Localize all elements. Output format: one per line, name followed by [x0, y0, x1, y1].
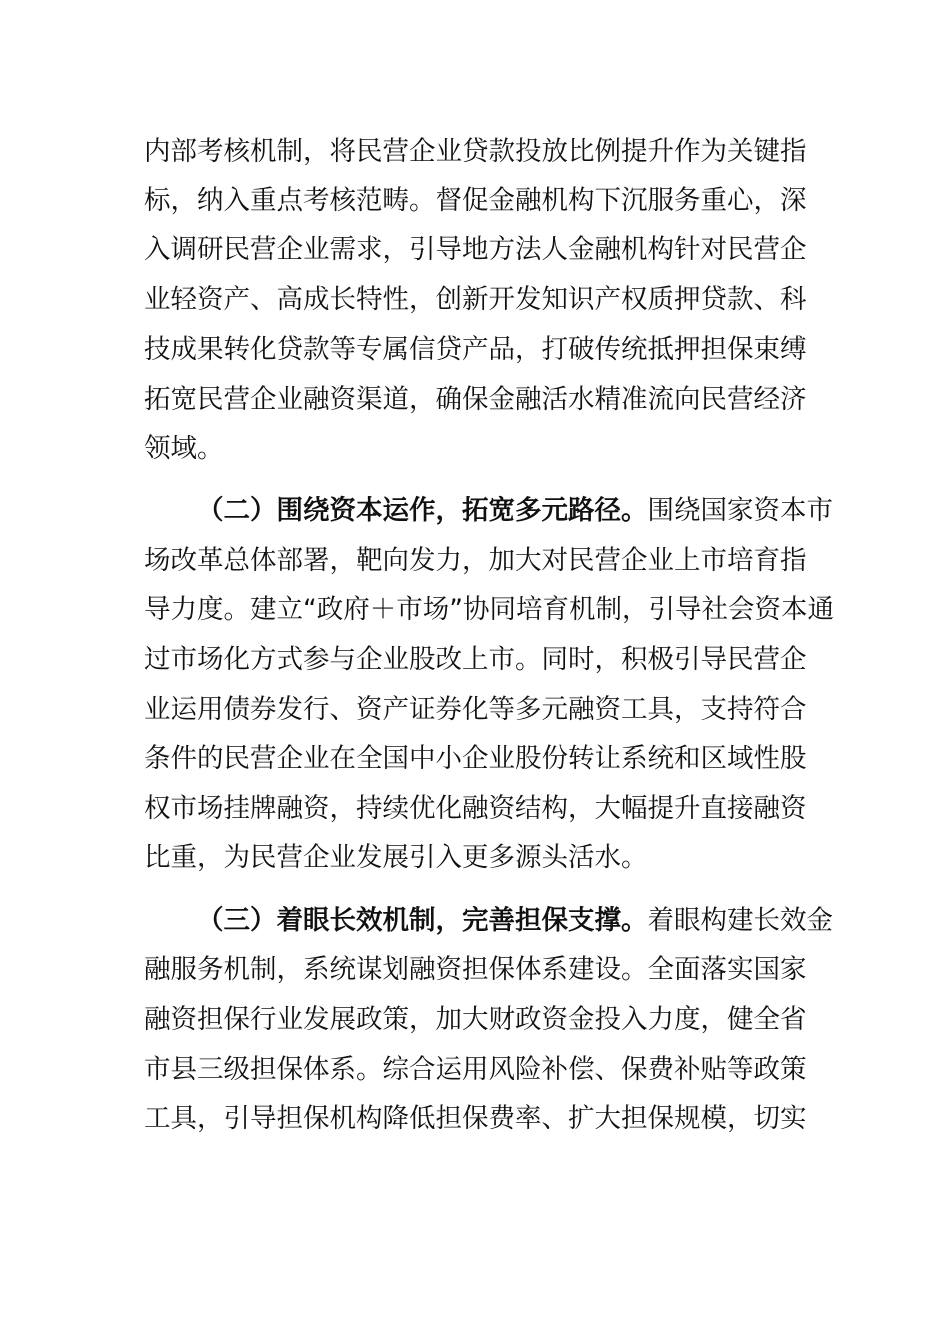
text-line: 技成果转化贷款等专属信贷产品，打破传统抵押担保束缚 — [144, 334, 807, 365]
text-line: 过市场化方式参与企业股改上市。同时，积极引导民营企 — [144, 644, 807, 675]
text-line: 条件的民营企业在全国中小企业股份转让系统和区域性股 — [144, 743, 807, 774]
text-line: 工具，引导担保机构降低担保费率、扩大担保规模，切实 — [144, 1103, 807, 1134]
text-line: 标，纳入重点考核范畴。督促金融机构下沉服务重心，深 — [144, 185, 807, 216]
text-line: 市县三级担保体系。综合运用风险补偿、保费补贴等政策 — [144, 1054, 807, 1085]
text-line: 权市场挂牌融资，持续优化融资结构，大幅提升直接融资 — [144, 793, 807, 824]
text-line: 业运用债券发行、资产证券化等多元融资工具，支持符合 — [144, 694, 807, 725]
text-line: 比重，为民营企业发展引入更多源头活水。 — [144, 842, 648, 873]
text-line: 拓宽民营企业融资渠道，确保金融活水精准流向民营经济 — [144, 384, 807, 415]
text-run: 围绕国家资本市 — [647, 495, 833, 526]
text-line: 导力度。建立“政府＋市场”协同培育机制，引导社会资本通 — [144, 594, 834, 625]
text-line: 融服务机制，系统谋划融资担保体系建设。全面落实国家 — [144, 954, 807, 985]
text-line: 领域。 — [144, 433, 224, 464]
section-heading: （二）围绕资本运作，拓宽多元路径。 — [197, 495, 648, 526]
section-heading: （三）着眼长效机制，完善担保支撑。 — [197, 905, 648, 936]
paragraph-first-line — [197, 491, 833, 531]
text-run: 着眼构建长效金 — [647, 905, 833, 936]
text-line: 入调研民营企业需求，引导地方法人金融机构针对民营企 — [144, 234, 807, 265]
text-line: 内部考核机制，将民营企业贷款投放比例提升作为关键指 — [144, 136, 807, 167]
text-line: 场改革总体部署，靶向发力，加大对民营企业上市培育指 — [144, 545, 807, 576]
paragraph-first-line — [197, 901, 833, 941]
text-line: 业轻资产、高成长特性，创新开发知识产权质押贷款、科 — [144, 284, 807, 315]
text-line: 融资担保行业发展政策，加大财政资金投入力度，健全省 — [144, 1004, 807, 1035]
